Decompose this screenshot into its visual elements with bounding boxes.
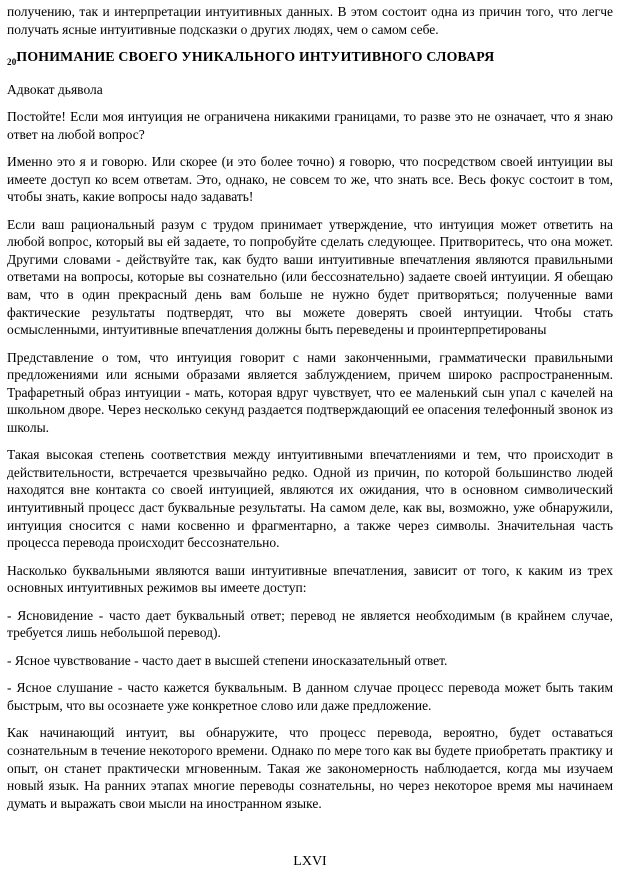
chapter-heading xyxy=(7,48,613,68)
page-number: LXVI xyxy=(293,853,327,869)
paragraph: Насколько буквальными являются ваши интуитивные впечатления, зависит от того, к каким из трех основных интуитивных режимов вы имеете доступ: xyxy=(7,562,613,596)
chapter-number: 20 xyxy=(7,56,17,67)
list-item: - Ясное слушание - часто кажется буквальным. В данном случае процесс перевода может быть таким быстрым, что вы осознаете уже конкретное слово или даже предложение. xyxy=(7,680,613,713)
chapter-title: ПОНИМАНИЕ СВОЕГО УНИКАЛЬНОГО ИНТУИТИВНОГО СЛОВАРЯ xyxy=(16,49,495,65)
list-item: - Ясное чувствование - часто дает в высшей степени иносказательный ответ. xyxy=(7,652,448,668)
paragraph: Если ваш рациональный разум с трудом принимает утверждение, что интуиция может ответить на любой вопрос, который вы ей задаете, то попробуйте сделать следующее. Притворитесь, что она может. Другими словами - действуйте так, как будто ваши интуитивные впечатления являются правильными ответами на вопросы, которые вы сознательно (или бессознательно) задаете своей интуиции. Я обещаю вам, что в один прекрасный день вам больше не нужно будет притворяться; полученные вами фактические результаты подтвердят, что вы можете доверять своей интуиции. Чтобы стать осмысленными, интуитивные впечатления должны быть переведены и проинтерпретированы xyxy=(7,216,613,338)
list-item: - Ясновидение - часто дает буквальный ответ; перевод не является необходимым (в крайнем случае, требуется лишь небольшой перевод). xyxy=(7,607,613,641)
paragraph-intro: получению, так и интерпретации интуитивных данных. В этом состоит одна из причин того, что легче получать ясные интуитивные подсказки о других людях, чем о самом себе. xyxy=(7,4,613,37)
paragraph: Как начинающий интуит, вы обнаружите, что процесс перевода, вероятно, будет оставаться сознательным в течение некоторого времени. Однако по мере того как вы будете приобретать практику и опыт, он станет практически мгновенным. Такая же закономерность наблюдается, когда мы изучаем новый язык. На ранних этапах многие переводы сознательны, но через некоторое время мы начинаем думать и выражать свои мысли на иностранном языке. xyxy=(7,725,613,811)
paragraph: Именно это я и говорю. Или скорее (и это более точно) я говорю, что посредством своей интуиции вы имеете доступ ко всем ответам. Это, однако, не совсем то же, что знать все. Весь фокус состоит в том, чтобы знать, какие вопросы надо задавать! xyxy=(7,154,613,205)
paragraph: Такая высокая степень соответствия между интуитивными впечатлениями и тем, что происходит в действительности, встречается чрезвычайно редко. Одной из причин, по которой большинство людей находятся вне контакта со своей интуицией, являются их ожидания, что в основном символический интуитивный процесс даст буквальные результаты. На самом деле, как вы, возможно, уже обнаружили, интуиция сносится с нами косвенно и фрагментарно, а также через символы. Значительная часть процесса перевода происходит бессознательно. xyxy=(7,447,613,551)
paragraph: Представление о том, что интуиция говорит с нами законченными, грамматически правильными предложениями или ясными образами является заблуждением, причем широко распространенным. Трафаретный образ интуиции - мать, которая вдруг чувствует, что ее маленький сын упал с качелей на школьном дворе. Через несколько секунд раздается подтверждающий ее опасения телефонный звонок из школы. xyxy=(7,349,613,435)
section-subtitle: Адвокат дьявола xyxy=(7,81,103,97)
paragraph: Постойте! Если моя интуиция не ограничена никакими границами, то разве это не означает, что я знаю ответ на любой вопрос? xyxy=(7,109,613,142)
